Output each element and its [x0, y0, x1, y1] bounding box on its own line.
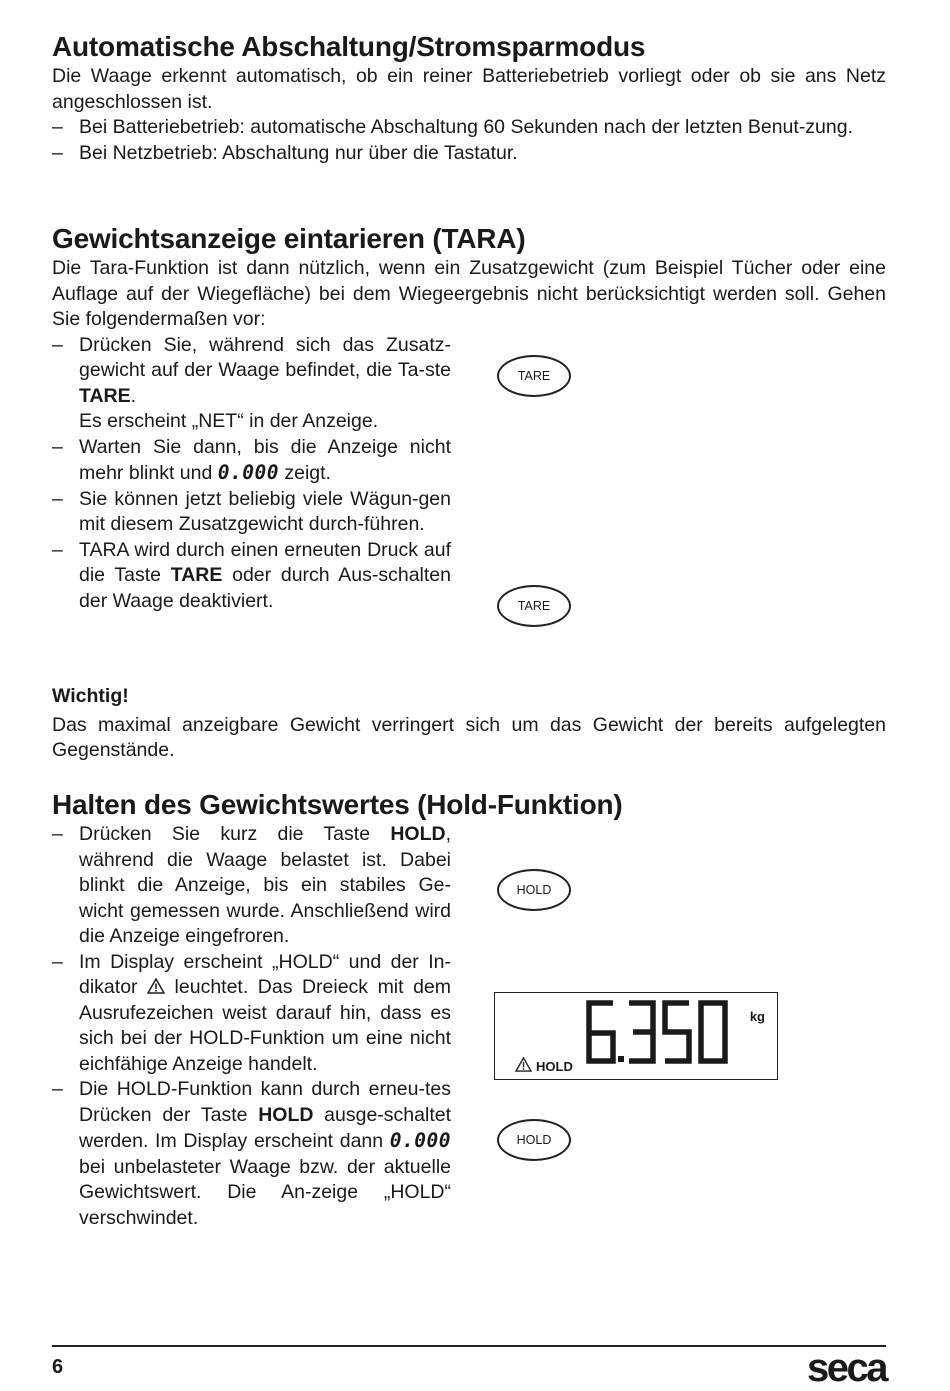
list-item: – Drücken Sie kurz die Taste HOLD, während die Waage belastet ist. Dabei blinkt die Anzeige, bis ein stabiles Ge-wicht gemessen wurde. Anschließend wird die Anzeige eingefroren. [52, 822, 451, 950]
section-title: Gewichtsanzeige eintarieren (TARA) [52, 223, 526, 254]
section-tare [52, 222, 886, 614]
brand-logo: seca [807, 1346, 886, 1390]
section-title: Halten des Gewichtswertes (Hold-Funktion) [52, 789, 623, 820]
hold-label: HOLD [536, 1058, 573, 1074]
list-item: – TARA wird durch einen erneuten Druck auf die Taste TARE oder durch Aus-schalten der Waage deaktiviert. [52, 538, 451, 615]
tare-button-illustration: TARE [497, 585, 571, 627]
display-hold-indicator [515, 1057, 573, 1075]
section-intro: Die Tara-Funktion ist dann nützlich, wenn ein Zusatzgewicht (zum Beispiel Tücher oder eine Auflage auf der Wiegefläche) bei dem Wiegeergebnis nicht berücksichtigt werden soll. Gehen Sie folgendermaßen vor: [52, 257, 886, 330]
lcd-zero-reading: 0.000 [389, 1129, 451, 1152]
important-heading: Wichtig! [52, 685, 129, 707]
list-item: – Die HOLD-Funktion kann durch erneu-tes Drücken der Taste HOLD ausge-schaltet werden. Im Display erscheint dann 0.000 bei unbelasteter Waage bzw. der aktuelle Gewichtswert. Die An-zeige „HOLD“ verschwindet. [52, 1077, 451, 1231]
list-item: – Sie können jetzt beliebig viele Wägun-gen mit diesem Zusatzgewicht durch-führen. [52, 487, 451, 538]
tare-button-illustration: TARE [497, 355, 571, 397]
bullet-list [52, 333, 886, 615]
list-item: – Bei Netzbetrieb: Abschaltung nur über die Tastatur. [52, 141, 886, 167]
hold-button-illustration: HOLD [497, 1119, 571, 1161]
list-item: – Warten Sie dann, bis die Anzeige nicht mehr blinkt und 0.000 zeigt. [52, 435, 451, 487]
important-text: Das maximal anzeigbare Gewicht verringert sich um das Gewicht der bereits aufgelegten Gegenstände. [52, 713, 886, 761]
list-item: – Bei Batteriebetrieb: automatische Abschaltung 60 Sekunden nach der letzten Benut-zung. [52, 115, 886, 141]
display-digits [581, 997, 741, 1067]
page-number: 6 [52, 1356, 64, 1378]
warning-triangle-icon [147, 976, 165, 998]
section-title: Automatische Abschaltung/Stromsparmodus [52, 31, 646, 62]
list-item: – Im Display erscheint „HOLD“ und der In-dikator leuchtet. Das Dreieck mit dem Ausrufezeichen weist darauf hin, dass es sich bei der HOLD-Funktion um eine nicht eichfähige Anzeige handelt. [52, 950, 451, 1078]
bullet-list [52, 115, 886, 166]
display-unit: kg [749, 1009, 765, 1024]
scale-display [494, 992, 778, 1080]
list-item: – Drücken Sie, während sich das Zusatz-gewicht auf der Waage befindet, die Ta-ste TARE. Es erscheint „NET“ in der Anzeige. [52, 333, 451, 435]
section-hold [52, 788, 886, 1231]
section-auto-shutdown [52, 30, 886, 166]
footer-rule [52, 1345, 886, 1347]
display-value: 6.350 [581, 997, 584, 998]
section-intro: Die Waage erkennt automatisch, ob ein reiner Batteriebetrieb vorliegt oder ob sie ans Netz angeschlossen ist. [52, 65, 886, 113]
important-note [52, 684, 886, 764]
lcd-zero-reading: 0.000 [217, 461, 279, 484]
hold-button-illustration: HOLD [497, 869, 571, 911]
warning-triangle-icon [515, 1057, 532, 1075]
